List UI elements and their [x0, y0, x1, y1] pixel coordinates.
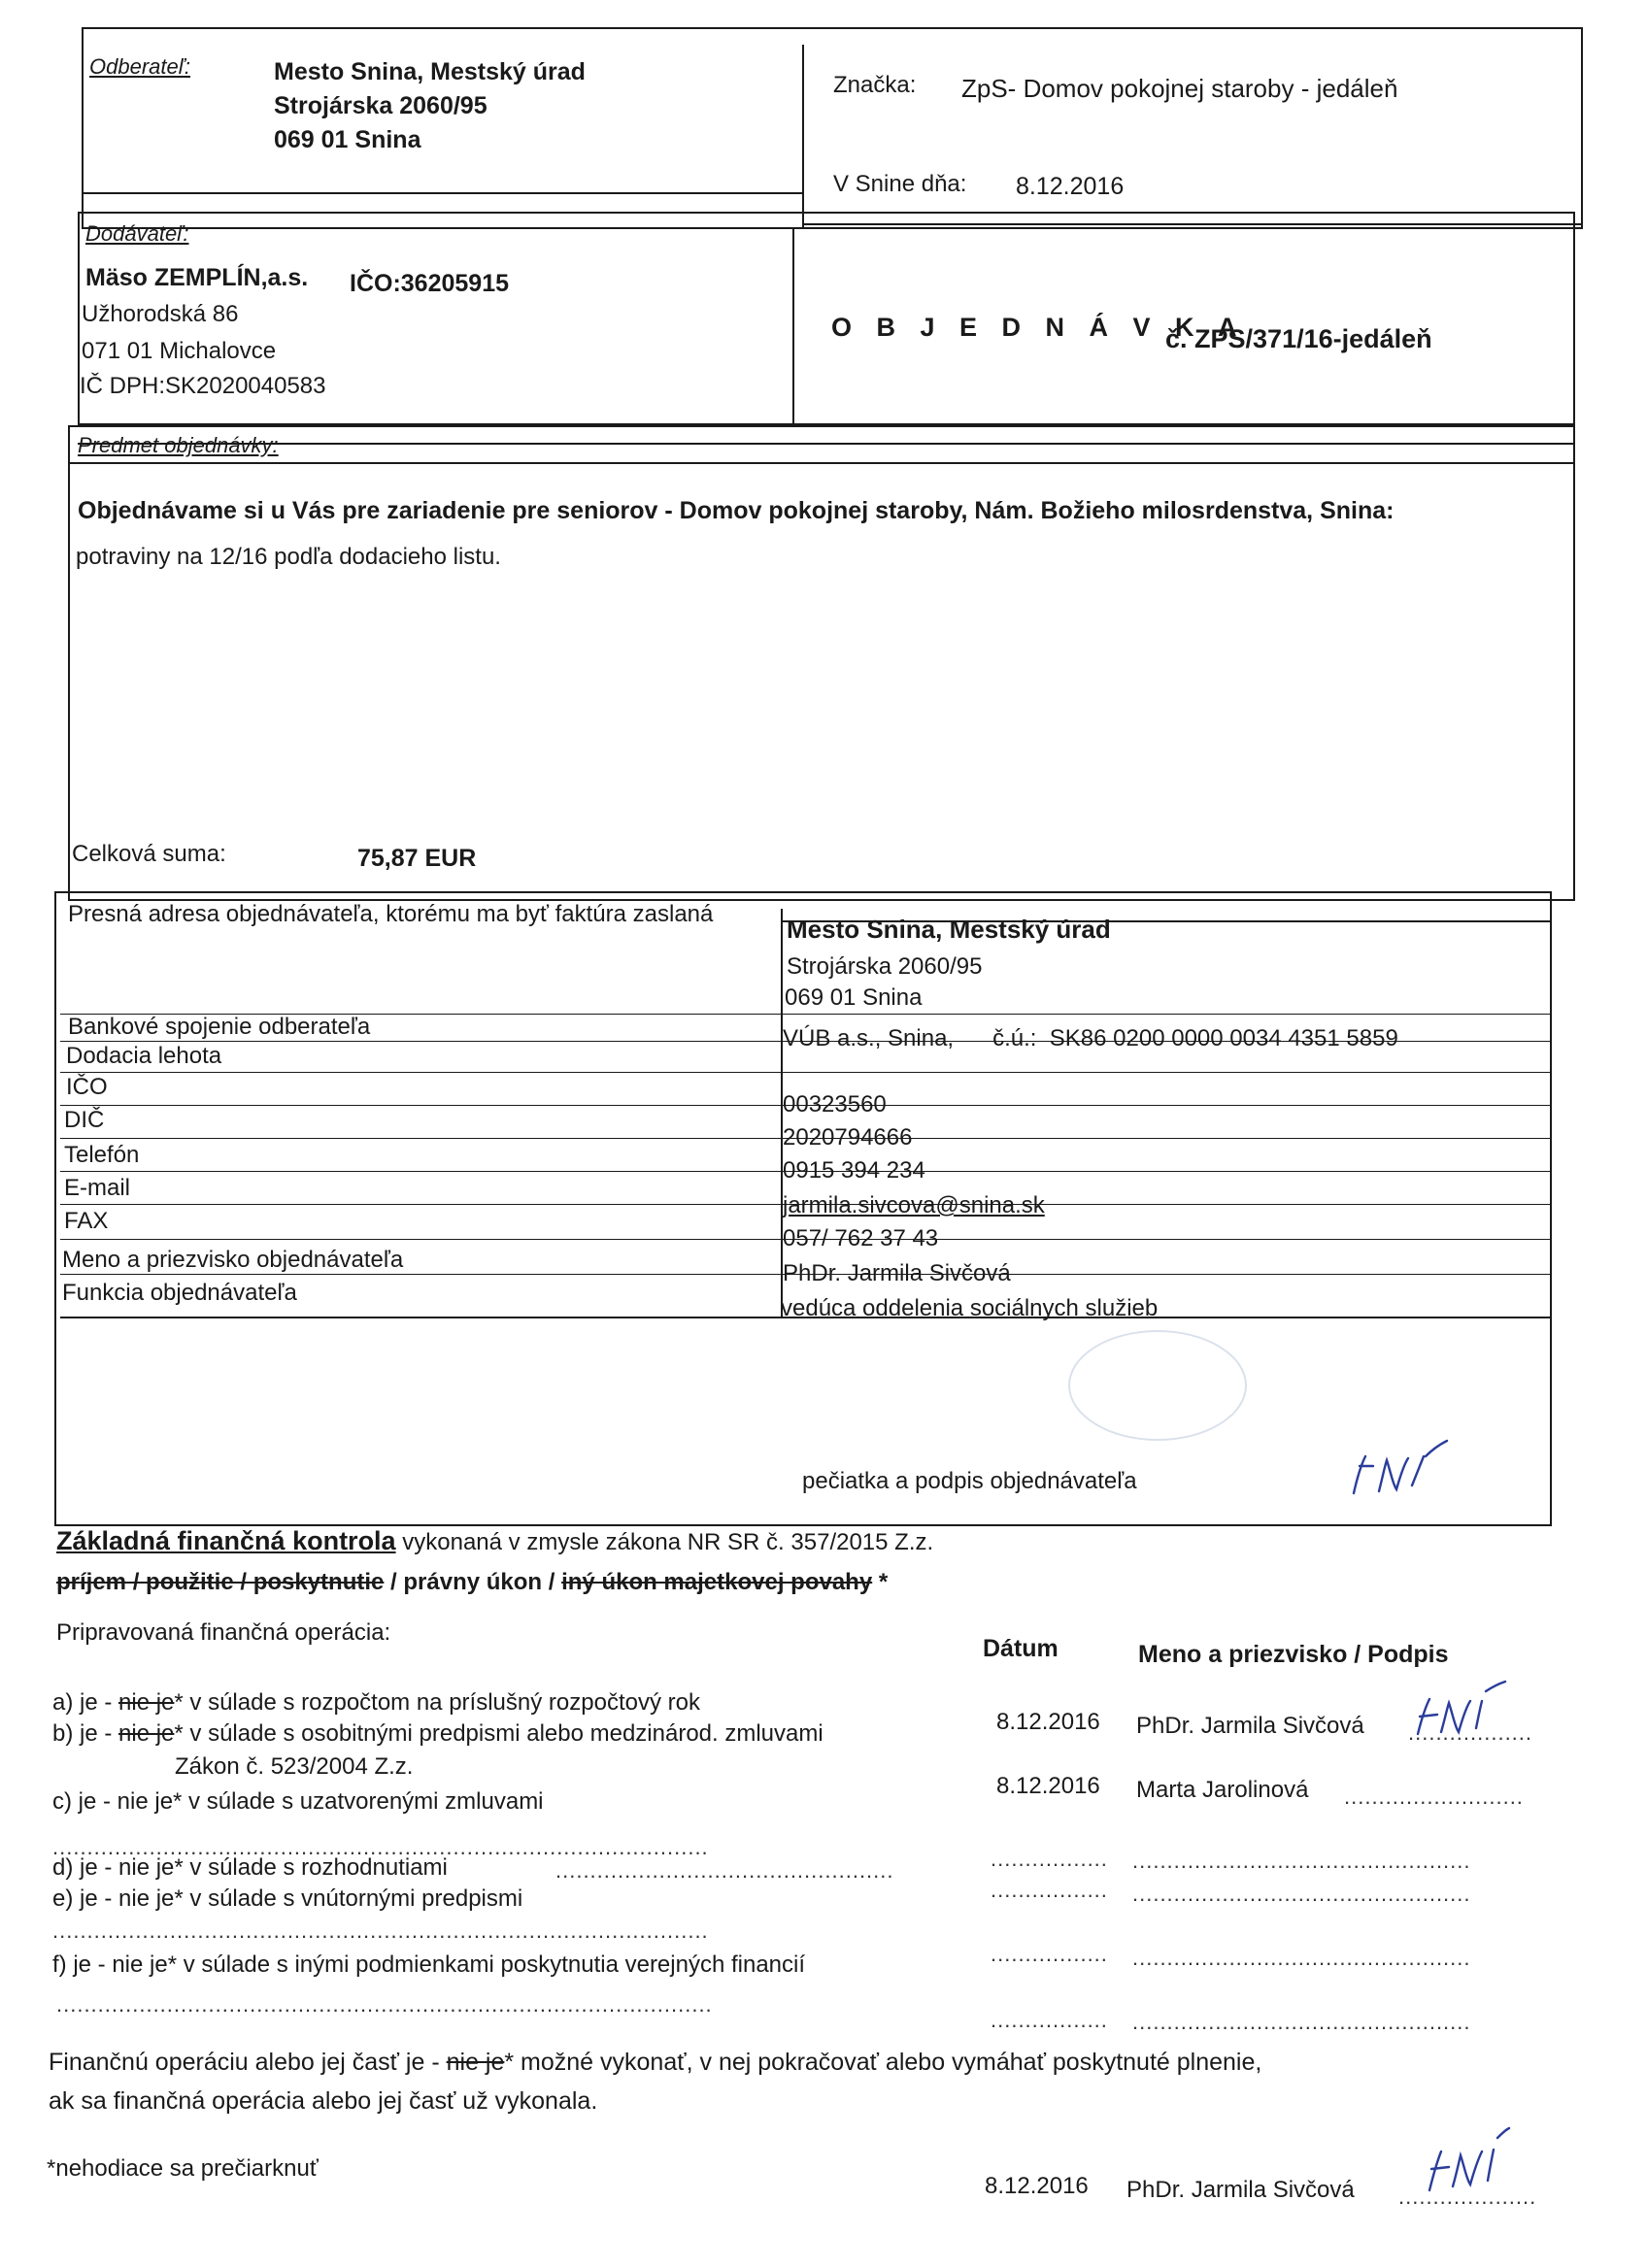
- supplier-city: 071 01 Michalovce: [82, 338, 277, 364]
- stamp-image: [1068, 1330, 1247, 1441]
- row-rule: [60, 1204, 1552, 1205]
- item-b-struck: nie je: [118, 1720, 175, 1747]
- details-rows-bottom-rule: [60, 1317, 1552, 1318]
- detail-value-function: vedúca oddelenia sociálnych služieb: [781, 1295, 1159, 1321]
- date-value: 8.12.2016: [1016, 173, 1125, 200]
- detail-label-phone: Telefón: [64, 1142, 140, 1168]
- final-struck: nie je: [446, 2049, 505, 2076]
- supplier-divider: [792, 229, 794, 425]
- control-line2: [56, 1569, 888, 1596]
- item-b-post: * v súlade s osobitnými predpismi alebo medzinárod. zmluvami: [174, 1720, 824, 1747]
- row-rule: [60, 1138, 1552, 1139]
- row-rule: [60, 1105, 1552, 1106]
- detail-label-name: Meno a priezvisko objednávateľa: [62, 1247, 404, 1273]
- col-name-header: Meno a priezvisko / Podpis: [1138, 1641, 1449, 1668]
- subject-line2: potraviny na 12/16 podľa dodacieho listu.: [76, 544, 501, 570]
- stamp-label: pečiatka a podpis objednávateľa: [802, 1468, 1137, 1494]
- header-divider: [802, 45, 804, 229]
- f-name-dots: .................................................: [1132, 1946, 1471, 1970]
- signature-image: [1340, 1437, 1457, 1505]
- control-line2-struck: príjem / použitie / poskytnutie: [56, 1569, 385, 1595]
- mark-value: ZpS- Domov pokojnej staroby - jedáleň: [961, 74, 1398, 103]
- address-label: Presná adresa objednávateľa, ktorému ma byť faktúra zaslaná: [68, 901, 714, 927]
- c-date: 8.12.2016: [996, 1773, 1100, 1799]
- address-line2: Strojárska 2060/95: [787, 953, 983, 980]
- d-fill-dots: .................................................: [555, 1858, 894, 1883]
- item-b: [52, 1720, 824, 1748]
- detail-label-dic: DIČ: [64, 1107, 105, 1133]
- control-line2-end: *: [872, 1569, 889, 1595]
- row-rule: [60, 1239, 1552, 1240]
- supplier-street: Užhorodská 86: [82, 301, 239, 327]
- control-title-suffix: vykonaná v zmysle zákona NR SR č. 357/2015 Z.z.: [395, 1529, 934, 1555]
- subject-rule: [68, 462, 1575, 464]
- detail-label-bank: Bankové spojenie odberateľa: [68, 1014, 371, 1040]
- ab-dots: ..................: [1408, 1720, 1533, 1745]
- subject-label: Predmet objednávky:: [78, 433, 279, 457]
- detail-label-ico: IČO: [66, 1074, 108, 1100]
- g-name-dots: .................................................: [1132, 2010, 1471, 2034]
- row-rule: [60, 1274, 1552, 1275]
- detail-value-ico: 00323560: [783, 1091, 887, 1117]
- mark-label: Značka:: [833, 72, 917, 98]
- total-value: 75,87 EUR: [357, 845, 477, 872]
- detail-value-email: jarmila.sivcova@snina.sk: [783, 1192, 1045, 1218]
- address-line1: Mesto Snina, Mestský úrad: [787, 915, 1111, 944]
- d-name-dots: .................................................: [1132, 1849, 1471, 1873]
- detail-label-fax: FAX: [64, 1208, 109, 1234]
- signature-image: [1418, 2126, 1525, 2204]
- item-a: [52, 1689, 700, 1717]
- detail-value-fax: 057/ 762 37 43: [783, 1225, 939, 1251]
- control-title: Základná finančná kontrola: [56, 1526, 396, 1555]
- subject-line1: Objednávame si u Vás pre zariadenie pre seniorov - Domov pokojnej staroby, Nám. Božieho milosrdenstva, Snina:: [78, 497, 1395, 524]
- d-date-dots: .................: [991, 1847, 1108, 1871]
- item-b-pre: b) je -: [52, 1720, 119, 1747]
- item-e: e) je - nie je* v súlade s vnútornými predpismi: [52, 1885, 523, 1912]
- f-date-dots: .................: [991, 1942, 1108, 1966]
- c-name: Marta Jarolinová: [1136, 1777, 1309, 1803]
- final-line2: ak sa finančná operácia alebo jej časť už vykonala.: [49, 2087, 598, 2115]
- total-label: Celková suma:: [72, 841, 226, 867]
- final-name: PhDr. Jarmila Sivčová: [1126, 2177, 1355, 2203]
- supplier-ico: IČO:36205915: [350, 270, 510, 297]
- item-b-sub: Zákon č. 523/2004 Z.z.: [175, 1753, 414, 1780]
- final-pre: Finančnú operáciu alebo jej časť je -: [49, 2049, 447, 2076]
- order-number: č. ZPS/371/16-jedáleň: [1165, 324, 1432, 353]
- item-a-pre: a) je -: [52, 1689, 119, 1716]
- final-line1: [49, 2049, 1261, 2077]
- ab-name: PhDr. Jarmila Sivčová: [1136, 1713, 1364, 1739]
- address-line3: 069 01 Snina: [785, 984, 923, 1011]
- final-date: 8.12.2016: [985, 2173, 1089, 2199]
- c-dots: ..........................: [1344, 1784, 1524, 1809]
- signature-image: [1408, 1680, 1515, 1748]
- supplier-vat: IČ DPH:SK2020040583: [80, 373, 326, 399]
- detail-label-delivery: Dodacia lehota: [66, 1043, 222, 1069]
- buyer-street: Strojárska 2060/95: [274, 92, 487, 119]
- prepared-label: Pripravovaná finančná operácia:: [56, 1619, 391, 1646]
- item-f: f) je - nie je* v súlade s inými podmienkami poskytnutia verejných financií: [52, 1951, 806, 1978]
- row-rule: [60, 1072, 1552, 1073]
- detail-value-name: PhDr. Jarmila Sivčová: [783, 1260, 1011, 1286]
- header-bottom-rule: [82, 192, 804, 194]
- supplier-label: Dodávateľ:: [85, 221, 189, 246]
- e-name-dots: .................................................: [1132, 1882, 1471, 1906]
- item-a-post: * v súlade s rozpočtom na príslušný rozpočtový rok: [174, 1689, 700, 1716]
- detail-value-phone: 0915 394 234: [783, 1157, 925, 1184]
- supplier-name: Mäso ZEMPLÍN,a.s.: [85, 264, 309, 291]
- row-rule: [60, 1041, 1552, 1042]
- order-title: O B J E D N Á V K A: [831, 313, 1246, 342]
- control-line2-struck2: iný úkon majetkovej povahy: [561, 1569, 873, 1595]
- row-rule: [60, 1171, 1552, 1172]
- f-fill-dots: ...............................................................................................: [56, 1992, 713, 2017]
- buyer-city: 069 01 Snina: [274, 126, 421, 153]
- final-post: * možné vykonať, v nej pokračovať alebo vymáhať poskytnuté plnenie,: [504, 2049, 1262, 2076]
- detail-label-email: E-mail: [64, 1175, 131, 1201]
- footnote: *nehodiace sa prečiarknuť: [47, 2155, 319, 2182]
- e-date-dots: .................: [991, 1878, 1108, 1902]
- e-fill-dots: ...............................................................................................: [52, 1918, 709, 1943]
- detail-value-dic: 2020794666: [783, 1124, 913, 1151]
- detail-label-function: Funkcia objednávateľa: [62, 1280, 297, 1306]
- final-dots: ....................: [1398, 2185, 1537, 2209]
- ab-date: 8.12.2016: [996, 1709, 1100, 1735]
- buyer-label: Odberateľ:: [89, 54, 191, 79]
- c-fill-dots: ...............................................................................................: [52, 1835, 709, 1859]
- control-title-line: [56, 1526, 933, 1556]
- item-a-struck: nie je: [118, 1689, 175, 1716]
- buyer-name: Mesto Snina, Mestský úrad: [274, 58, 586, 85]
- date-label: V Snine dňa:: [833, 171, 967, 197]
- g-date-dots: .................: [991, 2008, 1108, 2032]
- item-c: c) je - nie je* v súlade s uzatvorenými zmluvami: [52, 1788, 544, 1815]
- item-d: d) je - nie je* v súlade s rozhodnutiami: [52, 1854, 448, 1881]
- control-line2-mid: / právny úkon /: [384, 1569, 562, 1595]
- detail-value-bank: VÚB a.s., Snina, č.ú.: SK86 0200 0000 0034 4351 5859: [783, 1025, 1398, 1051]
- col-date-header: Dátum: [983, 1635, 1059, 1662]
